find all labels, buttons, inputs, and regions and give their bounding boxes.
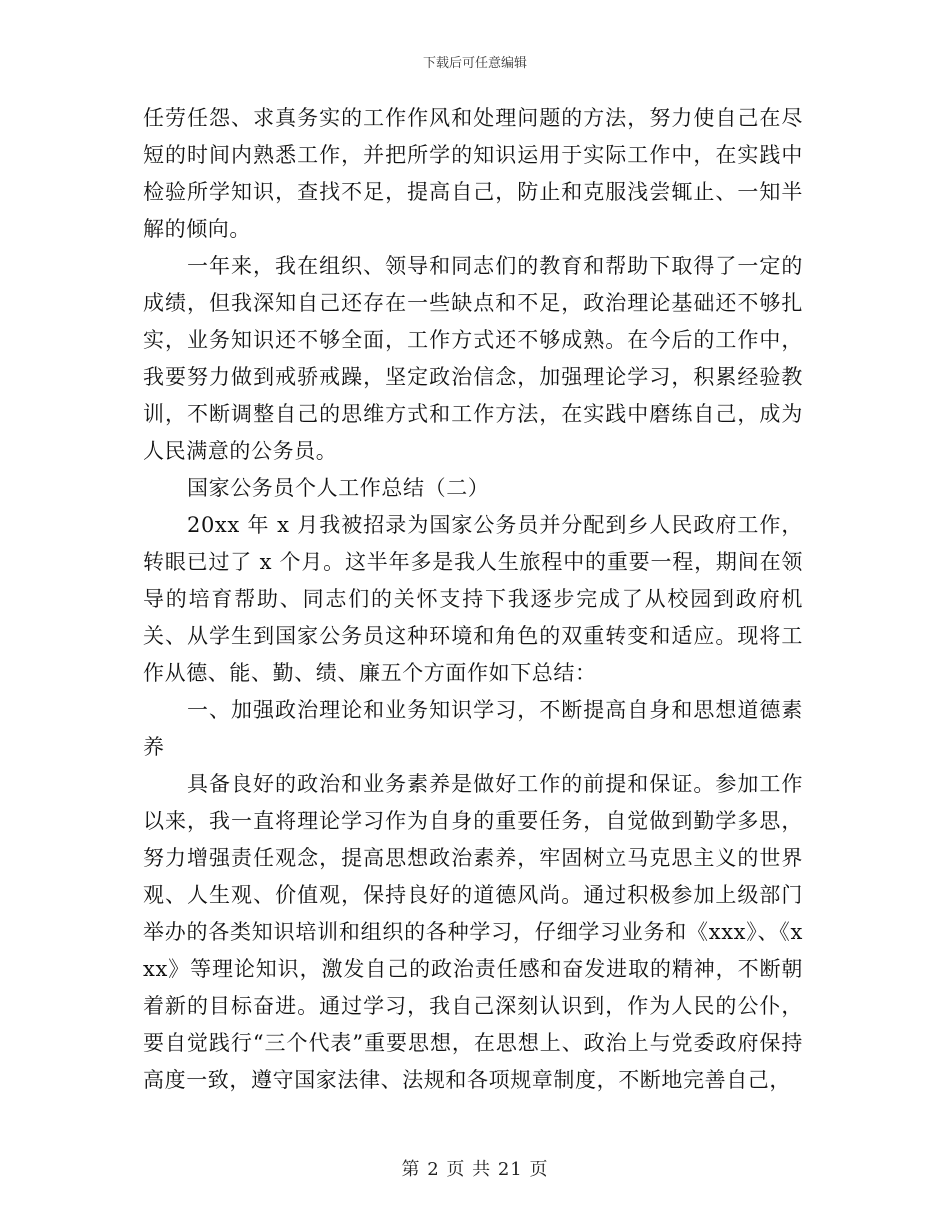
page-header: 下载后可任意编辑 [422,56,527,71]
paragraph: 具备良好的政治和业务素养是做好工作的前提和保证。参加工作以来，我一直将理论学习作为自身的重要任务，自觉做到勤学多思，努力增强责任观念，提高思想政治素养，牢固树立马克思主义的世界观、人生观、价值观，保持良好的道德风尚。通过积极参加上级部门举办的各类知识培训和组织的各种学习，仔细学习业务和《xxx》、《xxx》等理论知识，激发自己的政治责任感和奋发进取的精神，不断朝着新的目标奋进。通过学习，我自己深刻认识到，作为人民的公仆，要自觉践行“三个代表”重要思想，在思想上、政治上与党委政府保持高度一致，遵守国家法律、法规和各项规章制度，不断地完善自己， [143,772,803,1092]
subsection-heading: 一、加强政治理论和业务知识学习，不断提高自身和思想道德素养 [143,698,803,759]
section-title: 国家公务员个人工作总结（二） [187,476,490,500]
page-footer: 第 2 页 共 21 页 [401,1159,549,1180]
paragraph: 任劳任怨、求真务实的工作作风和处理问题的方法，努力使自己在尽短的时间内熟悉工作，并把所学的知识运用于实际工作中，在实践中检验所学知识，查找不足，提高自己，防止和克服浅尝辄止、一知半解的倾向。 [143,106,803,241]
paragraph: 20xx 年 x 月我被招录为国家公务员并分配到乡人民政府工作，转眼已过了 x 个月。这半年多是我人生旅程中的重要一程，期间在领导的培育帮助、同志们的关怀支持下我逐步完成了从校园到政府机关、从学生到国家公务员这种环境和角色的双重转变和适应。现将工作从德、能、勤、绩、廉五个方面作如下总结： [143,513,803,685]
document-body [143,100,803,1099]
paragraph: 一年来，我在组织、领导和同志们的教育和帮助下取得了一定的成绩，但我深知自己还存在一些缺点和不足，政治理论基础还不够扎实，业务知识还不够全面，工作方式还不够成熟。在今后的工作中，我要努力做到戒骄戒躁，坚定政治信念，加强理论学习，积累经验教训，不断调整自己的思维方式和工作方法，在实践中磨练自己，成为人民满意的公务员。 [143,254,803,463]
